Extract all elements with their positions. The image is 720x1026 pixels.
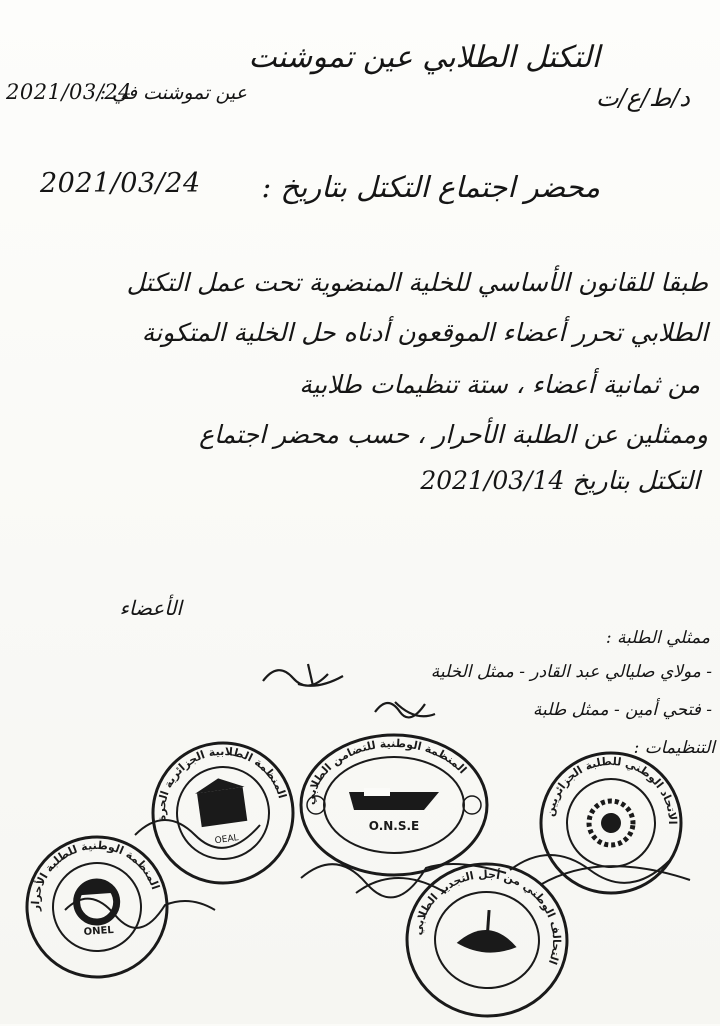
body-line-1: طبقا للقانون الأساسي للخلية المنضوية تحت عمل التكتل (126, 268, 708, 297)
stamp-unea-name: الاتحاد الوطني للطلبة الجزائريين (543, 754, 680, 825)
document-title: التكتل الطلابي عين تموشنت (248, 40, 600, 75)
stamp-onse-name: المنظمة الوطنية للتضامن الطلابي (303, 736, 470, 806)
stamp-oeal-name: المنظمة الطلابية الجزائرية الحرة (154, 744, 289, 822)
signature-scribble-3 (500, 830, 700, 900)
stamp-onel-code: ONEL (83, 924, 115, 938)
reference-number: د/ط/ع/ت (595, 84, 690, 112)
stamp-anrs-name: التحالف الوطني من أجل التجديد الطلابي (411, 867, 564, 967)
stamp-onse-code: O.N.S.E (368, 819, 420, 833)
organizations-label: التنظيمات : (633, 738, 715, 758)
place-date-value: 2021/03/24 (6, 80, 133, 104)
signature-scribble-4 (130, 800, 280, 860)
signature-rep-2 (370, 692, 440, 728)
members-label: الأعضاء (119, 596, 182, 620)
signature-rep-1 (258, 656, 348, 696)
body-line-3: من ثمانية أعضاء ، ستة تنظيمات طلابية (299, 370, 700, 399)
rep-line-2: - فتحي أمين - ممثل طلبة (532, 700, 712, 720)
subject-label: محضر اجتماع التكتل بتاريخ : (261, 170, 600, 204)
place-date-label: عين تموشنت في : (99, 82, 247, 104)
students-reps-label: ممثلي الطلبة : (605, 628, 710, 648)
signature-scribble-2 (60, 880, 220, 940)
stamp-onel-name: المنظمة الوطنية للطلبة الأحرار (28, 838, 163, 912)
stamp-oeal-code: OEAL (214, 833, 240, 847)
body-line-2: الطلابي تحرر أعضاء الموقعون أدناه حل الخلية المتكونة (141, 318, 708, 347)
signature-scribble-1 (296, 838, 516, 908)
rep-line-1: - مولاي صليالي عبد القادر - ممثل الخلية (430, 662, 712, 682)
body-line-4: وممثلين عن الطلبة الأحرار ، حسب محضر اجتماع (199, 420, 708, 449)
subject-date: 2021/03/24 (40, 168, 201, 199)
body-line-5: التكتل بتاريخ 2021/03/14 (420, 466, 700, 495)
